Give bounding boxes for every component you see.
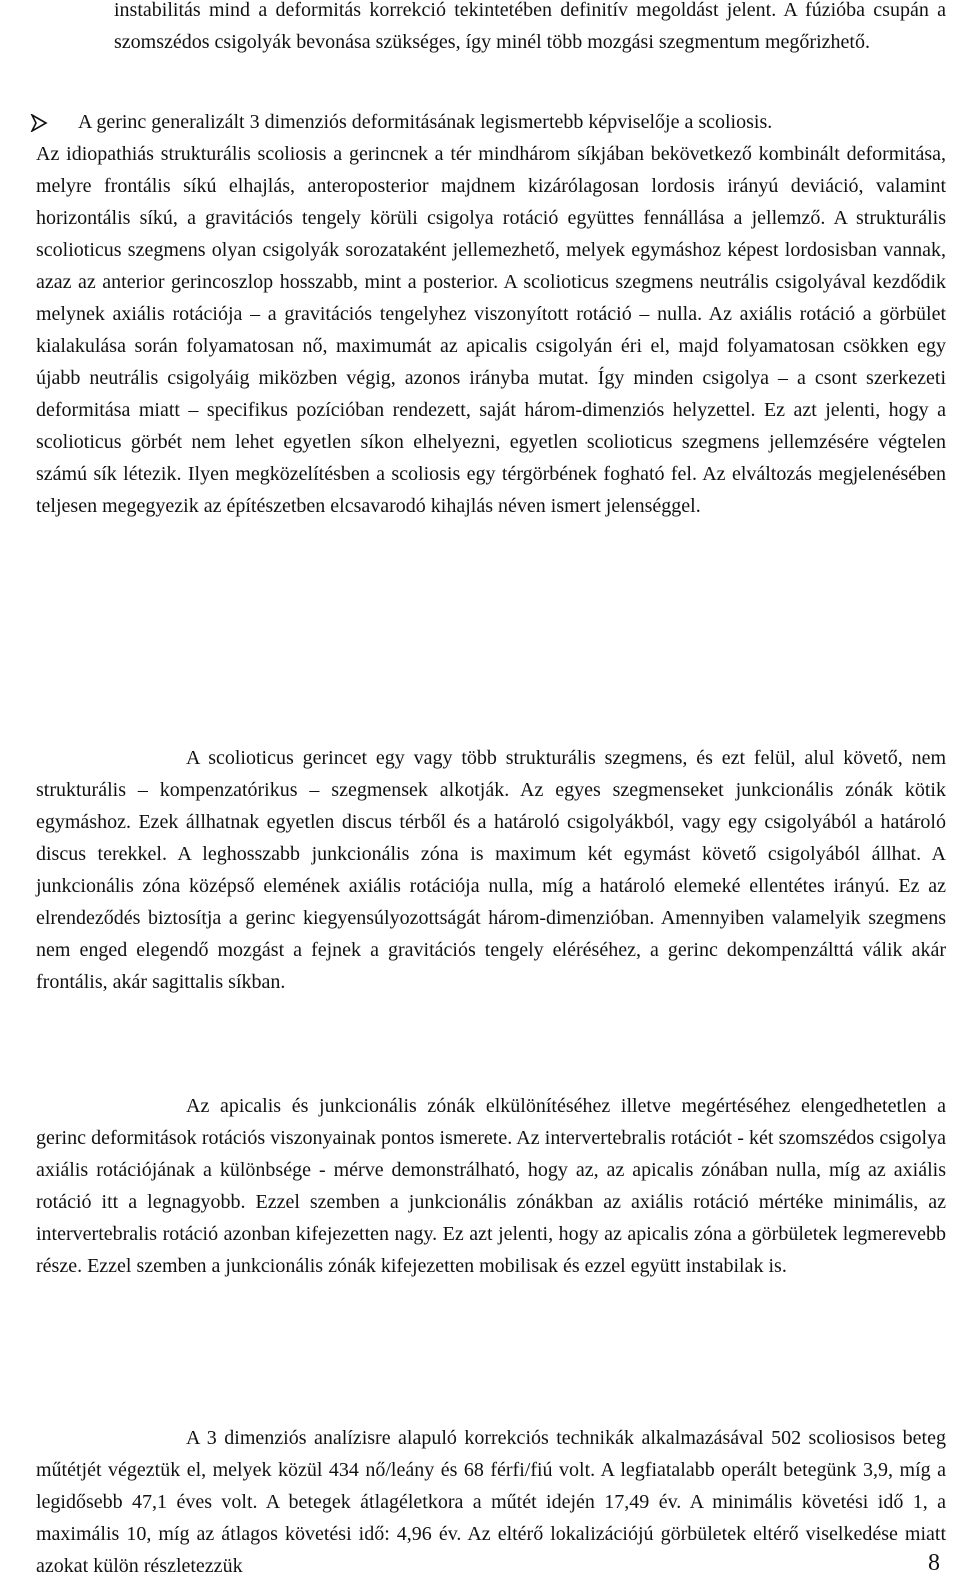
- bullet-text: A gerinc generalizált 3 dimenziós deformitásának legismertebb képviselője a scoliosis.: [78, 111, 773, 133]
- paragraph-scoliotic-spine: A scolioticus gerincet egy vagy több strukturális szegmens, és ezt felül, alul követő, nem strukturális – kompenzatórikus – szegmensek alkotják. Az egyes szegmenseket junkcionális zónák kötik egymáshoz. Ezek állhatnak egyetlen discus térből és a határoló csigolyákból, vagy egy csigolyából a határoló discus terekkel. A leghosszabb junkcionális zóna is maximum két egymást követő csigolyából állhat. A junkcionális zóna középső elemének axiális rotációja nulla, míg a határoló elemeké ellentétes irányú. Ez az elrendeződés biztosítja a gerinc kiegyensúlyozottságát három-dimenzióban. Amennyiben valamelyik szegmens nem enged elegendő mozgást a fejnek a gravitációs tengely eléréséhez, a gerinc dekompenzálttá válik akár frontális, akár sagittalis síkban.: [36, 747, 946, 993]
- page-number: 8: [928, 1550, 940, 1576]
- paragraph-idiopathic-scoliosis: Az idiopathiás strukturális scoliosis a gerincnek a tér mindhárom síkjában bekövetkező kombinált deformitása, melyre frontális síkú elhajlás, anteroposterior majdnem kizárólagosan lordosis irányú deviáció, valamint horizontális síkú, a gravitációs tengely körüli csigolya rotáció együttes fennállása a jellemző. A strukturális scolioticus szegmens olyan csigolyák sorozataként jellemezhető, melyek egymáshoz képest lordosisban vannak, azaz az anterior gerincoszlop hosszabb, mint a posterior. A scolioticus szegmens neutrális csigolyával kezdődik melynek axiális rotációja – a gravitációs tengelyhez viszonyított rotáció – nulla. Az axiális rotáció a görbület kialakulása során folyamatosan nő, maximumát az apicalis csigolyán éri el, majd folyamatosan csökken egy újabb neutrális csigolyáig miközben végig, azonos irányba mutat. Így minden csigolya – a csont szerkezeti deformitása miatt – specifikus pozícióban rendezett, saját három-dimenziós helyzettel. Ez azt jelenti, hogy a scolioticus görbét nem lehet egyetlen síkon elhelyezni, egyetlen scolioticus szegmens jellemzésére végtelen számú sík létezik. Ilyen megközelítésben a scoliosis egy térgörbének fogható fel. Az elváltozás megjelenésében teljesen megegyezik az építészetben elcsavarodó kihajlás néven ismert jelenséggel.: [36, 143, 946, 517]
- bullet-item: [36, 106, 946, 138]
- arrow-bullet-icon: [36, 106, 78, 138]
- paragraph-apical-junctional-zones: Az apicalis és junkcionális zónák elkülönítéséhez illetve megértéséhez elengedhetetlen a gerinc deformitások rotációs viszonyainak pontos ismerete. Az intervertebralis rotációt - két szomszédos csigolya axiális rotációjának a különbsége - mérve demonstrálható, hogy az, az apicalis zónában nulla, míg az axiális rotáció itt a legnagyobb. Ezzel szemben a junkcionális zónákban az axiális rotáció mértéke minimális, az intervertebralis rotáció azonban kifejezetten nagy. Ez azt jelenti, hogy az apicalis zóna a görbületek legmerevebb része. Ezzel szemben a junkcionális zónák kifejezetten mobilisak és ezzel együtt instabilak is.: [36, 1095, 946, 1277]
- continuation-paragraph: instabilitás mind a deformitás korrekció tekintetében definitív megoldást jelent. A fúzióba csupán a szomszédos csigolyák bevonása szükséges, így minél több mozgási szegmentum megőrizhető.: [114, 0, 946, 53]
- paragraph-patient-series: A 3 dimenziós analízisre alapuló korrekciós technikák alkalmazásával 502 scoliosisos beteg műtétjét végeztük el, melyek közül 434 nő/leány és 68 férfi/fiú volt. A legfiatalabb operált betegünk 3,9, míg a legidősebb 47,1 éves volt. A betegek átlagéletkora a műtét idején 17,49 év. A minimális követési idő 1, a maximális 10, míg az átlagos követési idő: 4,96 év. Az eltérő lokalizációjú görbületek eltérő viselkedése miatt azokat külön részletezzük: [36, 1427, 946, 1577]
